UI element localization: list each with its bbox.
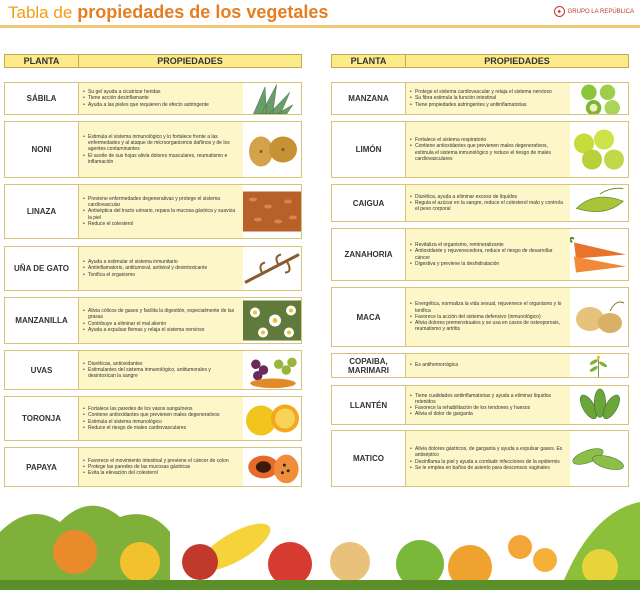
property-item: • Diurética, ayuda a eliminar exceso de líquidos: [410, 194, 567, 200]
apple-icon: [570, 83, 628, 114]
property-list: [406, 83, 570, 114]
property-list: [406, 288, 570, 346]
papaya-icon: [243, 448, 301, 486]
row-uvas: [4, 350, 302, 390]
chamomile-icon: [243, 298, 301, 343]
plant-name: MATICO: [332, 431, 406, 486]
plant-name: MACA: [332, 288, 406, 346]
property-item: • Contiene antioxidantes que previenen males degenerativos, estimula el sistema inmunológico y reduce el riesgo de males cardiovasculares: [410, 143, 567, 162]
row-matico: [331, 430, 629, 487]
property-item: • Antiinflamatorio, antitumoral, antiviral y desintoxicante: [83, 265, 240, 271]
cats-claw-icon: [243, 247, 301, 290]
property-item: • Diuréticas, antioxidantes: [83, 361, 240, 367]
left-table: [4, 54, 302, 477]
row-maca: [331, 287, 629, 347]
row-toronja: [4, 396, 302, 441]
plant-name: NONI: [5, 122, 79, 177]
plant-name: MANZANA: [332, 83, 406, 114]
row-limon: [331, 121, 629, 178]
property-item: • Protege el sistema cardiovascular y relaja el sistema nervioso: [410, 89, 567, 95]
property-list: [79, 351, 243, 389]
property-item: • Ayuda a expulsar flemas y relaja el sistema nervioso: [83, 327, 240, 333]
header-plant: PLANTA: [5, 55, 79, 67]
property-item: • Su fibra estimula la función intestinal: [410, 95, 567, 101]
page-title: [8, 2, 328, 24]
plant-name: PAPAYA: [5, 448, 79, 486]
property-item: • Se le emplea en baños de asiento para descensos vaginales: [410, 465, 567, 471]
property-item: • Reduce el colesterol: [83, 221, 240, 227]
grapes-icon: [243, 351, 301, 389]
right-table: [331, 54, 629, 471]
property-item: • Tonifica el organismo: [83, 272, 240, 278]
property-item: • Ayuda a las pieles que requieren de efecto astringente: [83, 102, 240, 108]
property-item: • Estimula el sistema inmunológico: [83, 419, 240, 425]
property-item: • Alivia dolores gástricos, de garganta y ayuda a expulsar gases. Es antiséptico: [410, 446, 567, 458]
row-manzana: [331, 82, 629, 115]
property-item: • Alivia el dolor de garganta: [410, 411, 567, 417]
property-item: • Antioxidante y rejuvenecedora, reduce el riesgo de desarrollar cáncer: [410, 248, 567, 260]
title-prefix: Tabla de: [8, 3, 73, 22]
grapefruit-icon: [243, 397, 301, 440]
property-item: • Protege las paredes de las mucosas gástricas: [83, 464, 240, 470]
property-item: • Evita la elevación del colesterol: [83, 470, 240, 476]
row-zanahoria: [331, 228, 629, 281]
property-list: [79, 185, 243, 238]
plant-name: TORONJA: [5, 397, 79, 440]
property-item: • Contiene antioxidantes que previenen males degenerativos: [83, 412, 240, 418]
publisher-name: GRUPO LA REPÚBLICA: [567, 8, 634, 15]
right-table-header: [331, 54, 629, 68]
maca-icon: [570, 288, 628, 346]
property-item: • Estimulantes del sistema inmunológico, antitumorales y desintoxican la sangre: [83, 367, 240, 379]
plant-name: ZANAHORIA: [332, 229, 406, 280]
property-list: [406, 122, 570, 177]
plant-name: UVAS: [5, 351, 79, 389]
row-llanten: [331, 385, 629, 425]
property-item: • Revitaliza el organismo, remineralizante: [410, 242, 567, 248]
property-item: • Energética, normaliza la vida sexual, rejuvenece el organismo y lo tonifica: [410, 301, 567, 313]
property-item: • Favorece la acción del sistema defensivo (inmunológico): [410, 314, 567, 320]
plant-name: LIMÓN: [332, 122, 406, 177]
property-list: [406, 185, 570, 221]
property-list: [79, 83, 243, 114]
left-table-header: [4, 54, 302, 68]
property-item: • Ayuda a estimular el sistema inmunitario: [83, 259, 240, 265]
plantain-icon: [570, 386, 628, 424]
header-properties: PROPIEDADES: [484, 56, 550, 66]
property-item: • Antiséptica del tracto urinario, repara la mucosa gástrica y suaviza la piel: [83, 208, 240, 220]
flaxseed-icon: [243, 185, 301, 238]
property-item: • Regula el azúcar en la sangre, reduce el colesterol malo y controla el peso corporal: [410, 200, 567, 212]
publisher-seal-icon: ✦: [554, 6, 565, 17]
property-item: • Fortalece el sistema respiratorio: [410, 137, 567, 143]
property-item: • Tiene propiedades astringentes y antiinflamatorias: [410, 102, 567, 108]
property-item: • Contribuye a eliminar el mal aliento: [83, 321, 240, 327]
property-item: • Su gel ayuda a cicatrizar heridas: [83, 89, 240, 95]
plant-name: CAIGUA: [332, 185, 406, 221]
row-caigua: [331, 184, 629, 222]
row-sabila: [4, 82, 302, 115]
plant-name: UÑA DE GATO: [5, 247, 79, 290]
row-noni: [4, 121, 302, 178]
title-rule: [0, 25, 640, 28]
row-una-de-gato: [4, 246, 302, 291]
property-item: • Desinflama la piel y ayuda a combatir infecciones de la epidermis: [410, 459, 567, 465]
property-list: [79, 298, 243, 343]
row-copaiba-marimari: [331, 353, 629, 378]
property-item: • Es antihemorrágica: [410, 362, 567, 368]
header-properties: PROPIEDADES: [157, 56, 223, 66]
noni-icon: [243, 122, 301, 177]
property-item: • Reduce el riesgo de males cardiovasculares: [83, 425, 240, 431]
property-list: [79, 122, 243, 177]
property-item: • Digestiva y previene la deshidratación: [410, 261, 567, 267]
fruit-border-illustration: [0, 492, 640, 590]
property-item: • Alivia dolores premenstruales y se usa en casos de osteoporosis, reumatismo y artritis: [410, 320, 567, 332]
plant-name: SÁBILA: [5, 83, 79, 114]
row-manzanilla: [4, 297, 302, 344]
property-item: • Alivia cólicos de gases y facilita la digestión, especialmente de las grasas: [83, 308, 240, 320]
plant-name: LLANTÉN: [332, 386, 406, 424]
copaiba-icon: [570, 354, 628, 377]
aloe-icon: [243, 83, 301, 114]
property-item: • Tiene cualidades antiinflamatorias y ayuda a eliminar líquidos retenidos: [410, 393, 567, 405]
property-item: • El aceite de sus hojas alivia dolores musculares, reumatismo e inflamación: [83, 153, 240, 165]
lemon-icon: [570, 122, 628, 177]
property-item: • Tiene acción desinflamante: [83, 95, 240, 101]
property-item: • Previene enfermedades degenerativas y protege el sistema cardiovascular: [83, 196, 240, 208]
property-list: [79, 448, 243, 486]
plant-name: MANZANILLA: [5, 298, 79, 343]
property-item: • Fortalece las paredes de los vasos sanguíneos: [83, 406, 240, 412]
title-main: propiedades de los vegetales: [77, 2, 329, 22]
publisher-logo: [554, 6, 634, 17]
property-item: • Favorece la rehabilitación de los tendones y huesos: [410, 405, 567, 411]
row-papaya: [4, 447, 302, 487]
property-list: [79, 397, 243, 440]
plant-name: LINAZA: [5, 185, 79, 238]
property-list: [406, 386, 570, 424]
row-linaza: [4, 184, 302, 239]
property-list: [406, 354, 570, 377]
property-list: [79, 247, 243, 290]
header-plant: PLANTA: [332, 55, 406, 67]
property-list: [406, 431, 570, 486]
plant-name: COPAIBA, MARIMARI: [332, 354, 406, 377]
property-item: • Favorece el movimiento intestinal y previene el cáncer de colon: [83, 458, 240, 464]
property-item: • Estimula el sistema inmunológico y lo fortalece frente a las enfermedades y al ataque de microorganismos dañinos y de los agentes contaminantes: [83, 134, 240, 153]
property-list: [406, 229, 570, 280]
carrot-icon: [570, 229, 628, 280]
caigua-icon: [570, 185, 628, 221]
matico-icon: [570, 431, 628, 486]
